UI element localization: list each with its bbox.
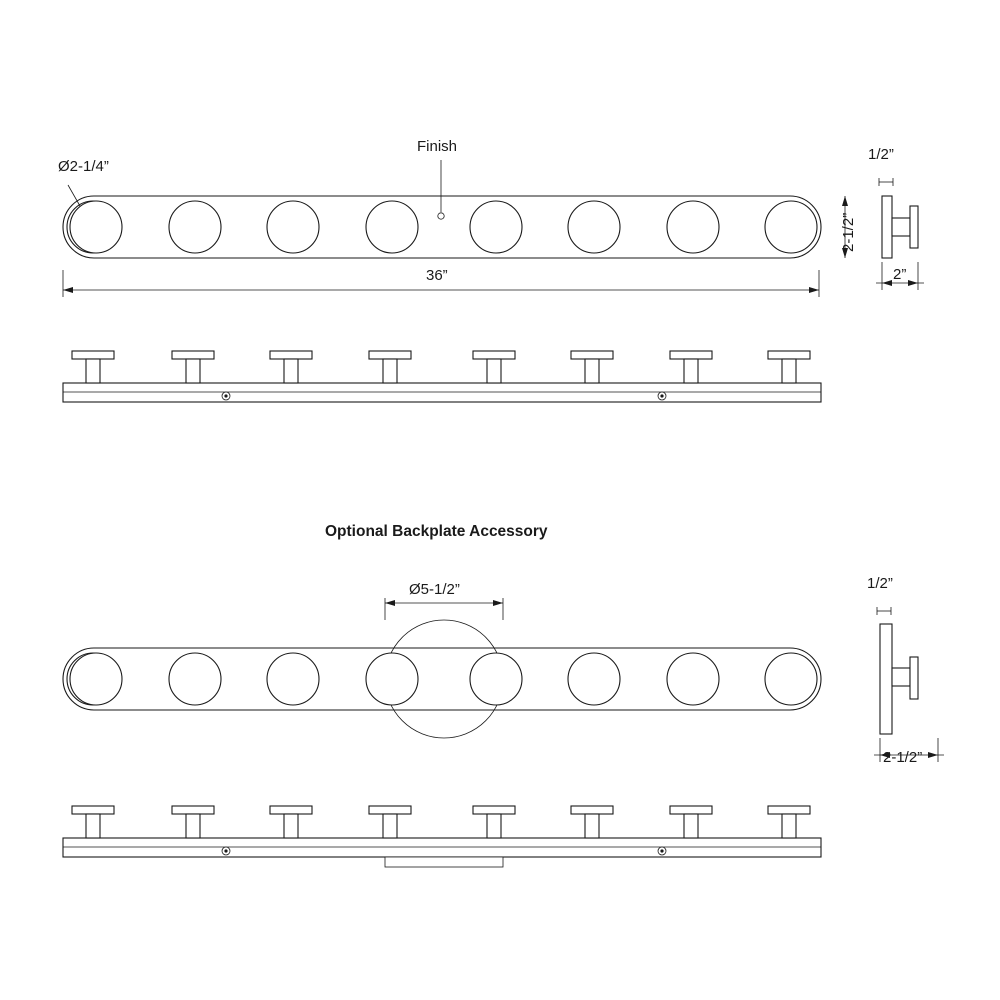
accessory-backplate-height-label: 2-1/2” — [883, 749, 923, 766]
finish-callout-label: Finish — [417, 138, 458, 155]
accessory-backplate-thickness-label: 1/2” — [867, 575, 893, 592]
accessory-section-title: Optional Backplate Accessory — [325, 523, 548, 540]
side-depth-label: 2” — [893, 266, 907, 283]
backplate-diameter-label: Ø5-1/2” — [409, 581, 460, 598]
socket-diameter-label: Ø2-1/4” — [58, 158, 109, 175]
side-backplate-thickness-label: 1/2” — [868, 146, 894, 163]
accessory-side-elevation — [874, 607, 944, 762]
overall-height-label: 2-1/2” — [840, 212, 857, 252]
accessory-top-plan-view — [63, 806, 821, 867]
top-plan-view — [63, 351, 821, 402]
overall-width-label: 36” — [426, 267, 448, 284]
backplate-diameter-dimension — [385, 598, 503, 620]
